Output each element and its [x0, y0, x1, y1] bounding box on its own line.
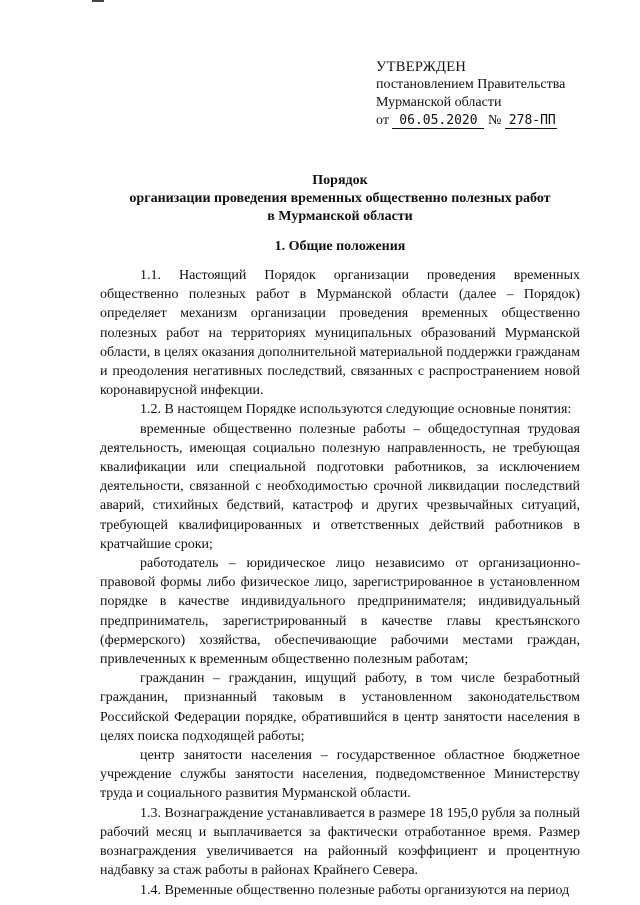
title-line-3: в Мурманской области — [267, 209, 413, 224]
approval-line-2: Мурманской области — [376, 95, 502, 110]
definition-citizen: гражданин – гражданин, ищущий работу, в том числе безработный гражданин, признанный таковым в установленном законодательством Российской Федерации порядке, обратившийся в центр занятости населения в целях поиска подходящей работы; — [100, 671, 580, 744]
approval-stamp — [376, 58, 565, 130]
section-heading: 1. Общие положения — [274, 239, 406, 254]
definition-employer: работодатель – юридическое лицо независимо от организационно-правовой формы либо физическое лицо, зарегистрированное в установленном порядке в качестве индивидуального предпринимателя; индивидуальный предприниматель, зарегистрированный в качестве главы крестьянского (фермерского) хозяйства, обеспечивающие рабочими местами граждан, привлеченных к временным общественно полезным работам; — [100, 556, 580, 668]
paragraph-1-3: 1.3. Вознаграждение устанавливается в размере 18 195,0 рубля за полный рабочий месяц и выплачивается за фактически отработанное время. Размер вознаграждения увеличивается на районный коэффициент и процентную надбавку за стаж работы в районах Крайнего Севера. — [100, 805, 580, 879]
approval-date-line — [376, 112, 565, 130]
document-body — [100, 266, 580, 900]
title-line-2: организации проведения временных общественно полезных работ — [129, 191, 551, 206]
approval-date: 06.05.2020 — [392, 113, 484, 129]
approval-heading: УТВЕРЖДЕН — [376, 59, 467, 75]
title-line-1: Порядок — [312, 173, 368, 188]
paragraph-1-1: 1.1. Настоящий Порядок организации проведения временных общественно полезных работ в Мурманской области (далее – Порядок) определяет механизм организации проведения временных общественно полезных работ на территориях муниципальных образований Мурманской области, в целях оказания дополнительной материальной поддержки гражданам и преодоления негативных последствий, связанных с распространением новой коронавирусной инфекции. — [100, 268, 580, 399]
number-prefix: № — [487, 113, 502, 128]
paragraph-1-2: 1.2. В настоящем Порядке используются следующие основные понятия: — [140, 402, 572, 418]
date-prefix: от — [376, 113, 389, 128]
definition-employment-center: центр занятости населения – государственное областное бюджетное учреждение службы занятости населения, подведомственное Министерству труда и социального развития Мурманской области. — [100, 748, 580, 802]
document-title — [100, 172, 580, 226]
paragraph-1-4: 1.4. Временные общественно полезные работы организуются на период — [140, 882, 570, 898]
approval-number: 278-ПП — [505, 113, 557, 129]
approval-line-1: постановлением Правительства — [376, 77, 566, 92]
definition-public-works: временные общественно полезные работы – общедоступная трудовая деятельность, имеющая социально полезную направленность, не требующая квалификации или специальной подготовки работников, за исключением деятельности, связанной с необходимостью срочной ликвидации последствий аварий, стихийных бедствий, катастроф и других чрезвычайных ситуаций, требующей квалифицированных и ответственных действий работников в кратчайшие сроки; — [100, 421, 580, 552]
scan-edge-mark — [92, 0, 104, 2]
